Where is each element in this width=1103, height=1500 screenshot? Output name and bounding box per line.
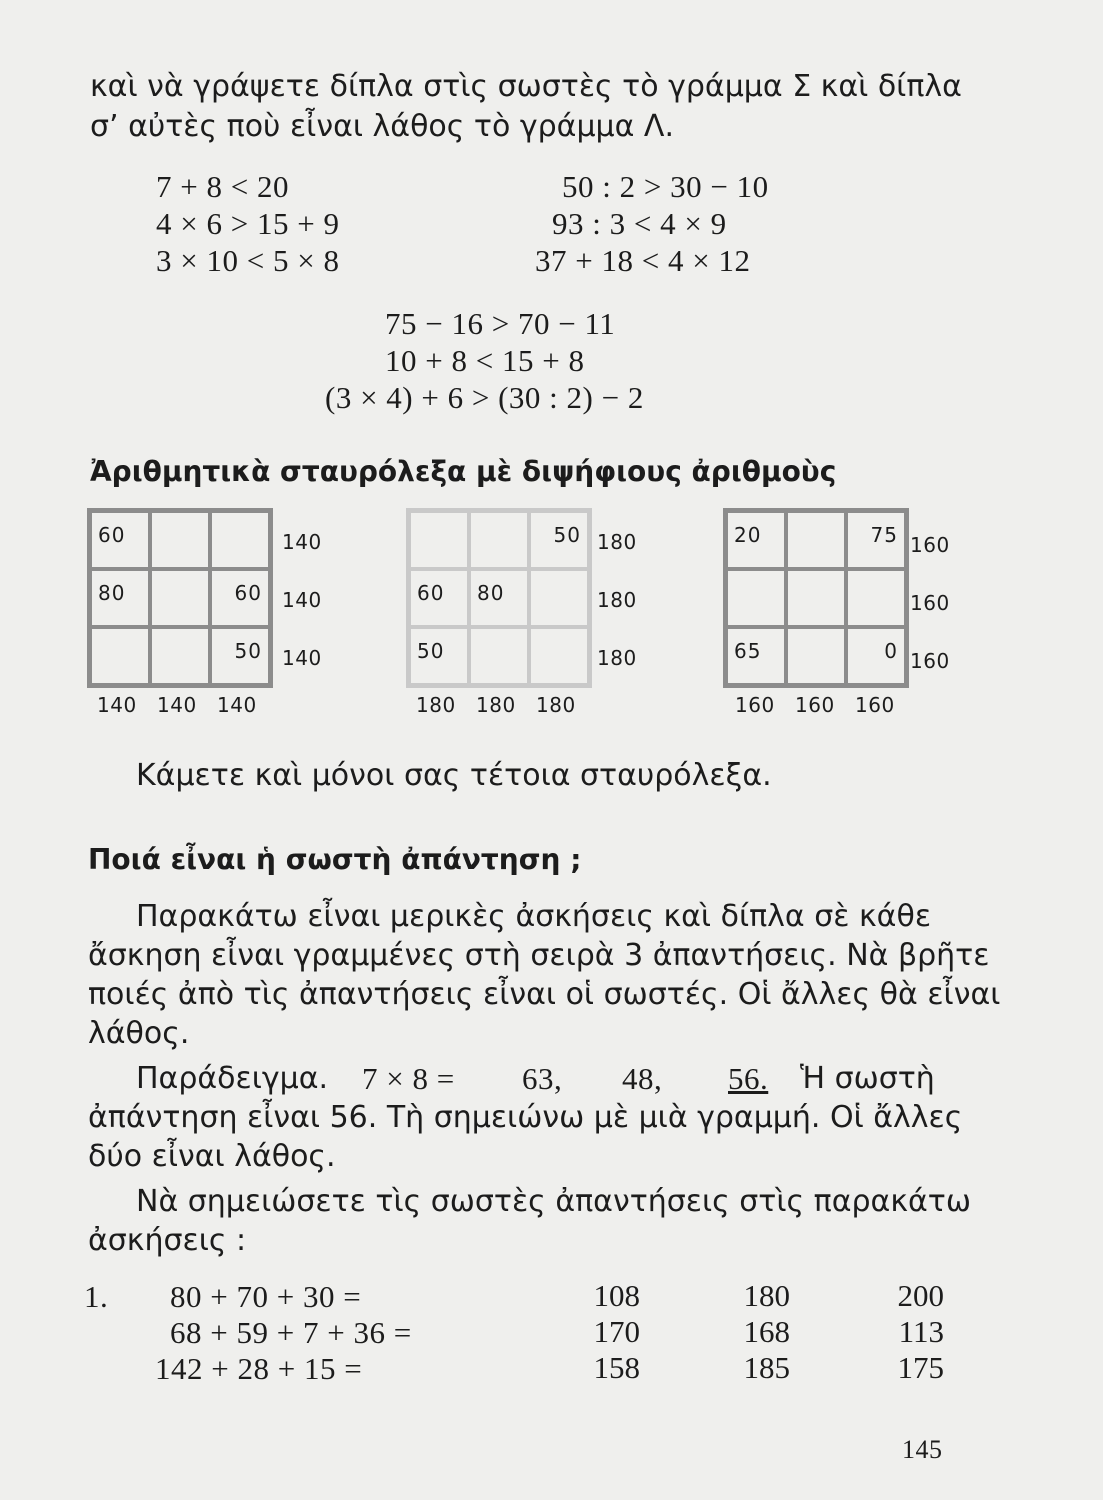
col-sum: 180 <box>536 693 576 717</box>
exercise-instruction: ἀσκήσεις : <box>88 1223 247 1258</box>
exercise-answer: 175 <box>897 1350 944 1385</box>
col-sum: 140 <box>217 693 257 717</box>
row-sum: 160 <box>910 591 950 615</box>
row-sum: 160 <box>910 533 950 557</box>
grid-cell: 50 <box>529 511 589 569</box>
crossword-grid-2 <box>406 508 592 688</box>
grid-cell: 75 <box>846 511 906 569</box>
crossword-heading: Ἀριθμητικὰ σταυρόλεξα μὲ διψήφιους ἀριθμοὺς <box>90 455 837 488</box>
example-line-3: δύο εἶναι λάθος. <box>88 1139 336 1174</box>
grid-cell <box>90 627 150 685</box>
example-after: Ἡ σωστὴ <box>800 1061 935 1096</box>
inequality: 4 × 6 > 15 + 9 <box>156 206 340 241</box>
grid-cell <box>150 511 210 569</box>
row-sum: 140 <box>282 588 322 612</box>
grid-cell: 0 <box>846 627 906 685</box>
col-sum: 140 <box>97 693 137 717</box>
example-line-2: ἀπάντηση εἶναι 56. Τὴ σημειώνω μὲ μιὰ γραμμή. Οἱ ἄλλες <box>88 1100 963 1135</box>
grid-cell: 60 <box>409 569 469 627</box>
exercise-instruction: Νὰ σημειώσετε τὶς σωστὲς ἀπαντήσεις στὶς παρακάτω <box>136 1184 971 1219</box>
exercise-number: 1. <box>84 1279 109 1314</box>
inequality: 75 − 16 > 70 − 11 <box>385 306 616 341</box>
intro-line-1: καὶ νὰ γράψετε δίπλα στὶς σωστὲς τὸ γράμμα Σ καὶ δίπλα <box>90 69 962 104</box>
grid-cell: 80 <box>469 569 529 627</box>
grid-cell <box>409 511 469 569</box>
col-sum: 160 <box>855 693 895 717</box>
grid-cell <box>210 511 270 569</box>
row-sum: 140 <box>282 646 322 670</box>
answer-heading: Ποιά εἶναι ἡ σωστὴ ἀπάντηση ; <box>88 843 582 876</box>
exercise-answer: 113 <box>898 1314 944 1349</box>
paragraph-line: ποιές ἀπὸ τὶς ἀπαντήσεις εἶναι οἱ σωστές. Οἱ ἄλλες θὰ εἶναι <box>88 977 1001 1012</box>
col-sum: 180 <box>416 693 456 717</box>
grid-cell: 65 <box>726 627 786 685</box>
exercise-answer: 200 <box>897 1278 944 1313</box>
grid-cell <box>469 627 529 685</box>
grid-cell: 60 <box>90 511 150 569</box>
crossword-grid-1 <box>87 508 273 688</box>
grid-cell <box>786 627 846 685</box>
row-sum: 180 <box>597 588 637 612</box>
exercise-answer: 168 <box>743 1314 790 1349</box>
intro-line-2: σ’ αὐτὲς ποὺ εἶναι λάθος τὸ γράμμα Λ. <box>90 109 674 144</box>
grid-cell <box>529 627 589 685</box>
col-sum: 160 <box>735 693 775 717</box>
grid-cell <box>150 569 210 627</box>
grid-cell: 50 <box>409 627 469 685</box>
page-number: 145 <box>902 1435 943 1464</box>
example-label: Παράδειγμα. <box>136 1061 329 1096</box>
crossword-grid-3 <box>723 508 909 688</box>
exercise-answer: 180 <box>743 1278 790 1313</box>
exercise-expression: 80 + 70 + 30 = <box>170 1279 362 1314</box>
inequality: 37 + 18 < 4 × 12 <box>535 243 751 278</box>
inequality: 7 + 8 < 20 <box>156 169 289 204</box>
exercise-answer: 158 <box>593 1350 640 1385</box>
exercise-expression: 142 + 28 + 15 = <box>155 1351 363 1386</box>
grid-cell <box>786 511 846 569</box>
row-sum: 140 <box>282 530 322 554</box>
exercise-answer: 108 <box>593 1278 640 1313</box>
grid-cell <box>150 627 210 685</box>
example-correct-option: 56. <box>728 1061 769 1096</box>
exercise-answer: 170 <box>593 1314 640 1349</box>
crossword-instruction: Κάμετε καὶ μόνοι σας τέτοια σταυρόλεξα. <box>136 758 772 793</box>
inequality: 50 : 2 > 30 − 10 <box>562 169 769 204</box>
exercise-answer: 185 <box>743 1350 790 1385</box>
exercise-expression: 68 + 59 + 7 + 36 = <box>170 1315 412 1350</box>
paragraph-line: λάθος. <box>88 1016 190 1051</box>
row-sum: 180 <box>597 646 637 670</box>
row-sum: 160 <box>910 649 950 673</box>
grid-cell <box>529 569 589 627</box>
row-sum: 180 <box>597 530 637 554</box>
example-option: 63, <box>522 1061 563 1096</box>
grid-cell: 50 <box>210 627 270 685</box>
grid-cell: 80 <box>90 569 150 627</box>
grid-cell: 20 <box>726 511 786 569</box>
grid-cell <box>469 511 529 569</box>
grid-cell <box>846 569 906 627</box>
inequality: 3 × 10 < 5 × 8 <box>156 243 340 278</box>
grid-cell <box>726 569 786 627</box>
grid-cell: 60 <box>210 569 270 627</box>
inequality: 93 : 3 < 4 × 9 <box>552 206 727 241</box>
col-sum: 160 <box>795 693 835 717</box>
col-sum: 140 <box>157 693 197 717</box>
example-option: 48, <box>622 1061 663 1096</box>
inequality: (3 × 4) + 6 > (30 : 2) − 2 <box>325 380 644 415</box>
paragraph-line: ἄσκηση εἶναι γραμμένες στὴ σειρὰ 3 ἀπαντήσεις. Νὰ βρῆτε <box>88 938 990 973</box>
example-expression: 7 × 8 = <box>362 1061 455 1096</box>
inequality: 10 + 8 < 15 + 8 <box>385 343 585 378</box>
col-sum: 180 <box>476 693 516 717</box>
paragraph-line: Παρακάτω εἶναι μερικὲς ἀσκήσεις καὶ δίπλα σὲ κάθε <box>136 899 932 934</box>
grid-cell <box>786 569 846 627</box>
